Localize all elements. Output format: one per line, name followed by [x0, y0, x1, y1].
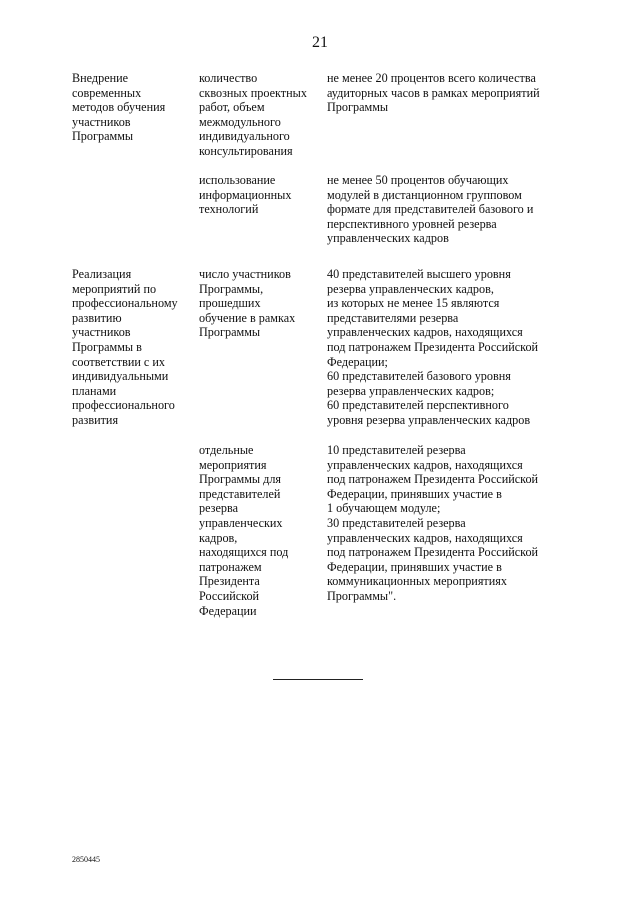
value-cell: 10 представителей резерва управленческих кадров, находящихся под патронажем Президента Российской Федерации, принявших участие в 1 обучающем модуле; 30 представителей резерва управленческих кадров, находящихся под патронажем Президента Российской Федерации, принявших участие в коммуникационных мероприятиях Программы".	[327, 443, 539, 603]
indicator-cell: использование информационных технологий	[199, 173, 292, 217]
activity-cell: Внедрение современных методов обучения участников Программы	[72, 71, 166, 144]
end-separator-line	[273, 679, 363, 680]
value-cell: не менее 50 процентов обучающих модулей в дистанционном групповом формате для представителей базового и перспективного уровней резерва управленческих кадров	[327, 173, 534, 246]
value-cell: 40 представителей высшего уровня резерва управленческих кадров, из которых не менее 15 являются представителями резерва управленческих кадров, находящихся под патронажем Президента Российской Федерации; 60 представителей базового уровня резерва управленческих кадров; 60 представителей перспективного уровня резерва управленческих кадров	[327, 267, 539, 427]
indicator-cell: число участников Программы, прошедших обучение в рамках Программы	[199, 267, 296, 340]
value-cell: не менее 20 процентов всего количества аудиторных часов в рамках мероприятий Программы	[327, 71, 540, 115]
document-code: 2850445	[72, 855, 100, 864]
activity-cell: Реализация мероприятий по профессиональному развитию участников Программы в соответствии с их индивидуальными планами профессионального развития	[72, 267, 178, 427]
indicator-cell: количество сквозных проектных работ, объем межмодульного индивидуального консультирования	[199, 71, 307, 158]
page-number: 21	[312, 34, 328, 51]
indicator-cell: отдельные мероприятия Программы для представителей резерва управленческих кадров, находящихся под патронажем Президента Российской Федерации	[199, 443, 289, 618]
